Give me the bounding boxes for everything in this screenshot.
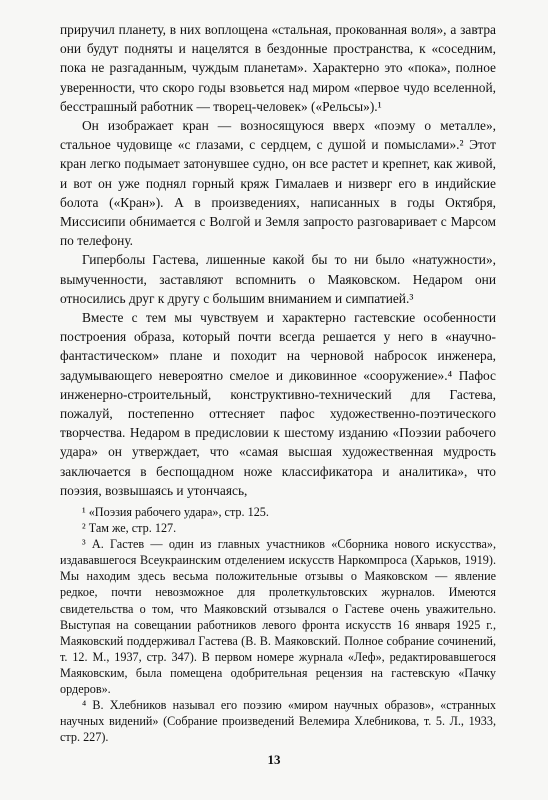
paragraph-1: приручил планету, в них воплощена «стальная, прокованная воля», а завтра они будут подняты и нацелятся в бездонные пространства, к «соседним, пока не разгаданным, чуждым планетам». Характерно это «пока», полное уверенности, что скоро годы взовьется над миром «первое чудо вселенной, бесстрашный работник — творец-человек» («Рельсы»).¹	[60, 22, 496, 114]
footnote-4: ⁴ В. Хлебников называл его поэзию «миром научных образов», «странных научных видений» (Собрание произведений Велемира Хлебникова, т. 5. Л., 1933, стр. 227).	[60, 698, 496, 745]
footnote-2: ² Там же, стр. 127.	[82, 521, 177, 536]
footnote-1: ¹ «Поэзия рабочего удара», стр. 125.	[82, 505, 269, 519]
paragraph-3: Гиперболы Гастева, лишенные какой бы то ни было «натужности», вымученности, заставляют вспомнить о Маяковском. Недаром они относились друг к другу с большим вниманием и симпатией.³	[60, 252, 496, 306]
paragraph-4: Вместе с тем мы чувствуем и характерно гастевские особенности построения образа, который почти всегда решается у него в «научно-фантастическом» плане и походит на черновой набросок инженера, задумывающего невероятно смелое и диковинное «сооружение».⁴ Пафос инженерно-строительный, конструктивно-технический для Гастева, пожалуй, постепенно оттесняет пафос художественно-поэтического творчества. Недаром в предисловии к шестому изданию «Поэзии рабочего удара» он утверждает, что «самая высшая художественная мудрость заключается в беспощадном ноже классификатора и аналитика», что поэзия, возвышаясь и утончаясь,	[60, 310, 496, 498]
footnote-3: ³ А. Гастев — один из главных участников «Сборника нового искусства», издававшегося Всеукраинским отделением искусств Наркомпроса (Харьков, 1919). Мы находим здесь весьма положительные отзывы о Маяковском — явление редкое, почти невозможное для пролеткультовских журналов. Имеются свидетельства о том, что Маяковский отзывался о Гастеве очень уважительно. Выступая на совещании работников левого фронта искусств 16 января 1925 г., Маяковский поддерживал Гастева (В. В. Маяковский. Полное собрание сочинений, т. 12. М., 1937, стр. 347). В первом номере журнала «Леф», редактировавшегося Маяковским, была помещена одобрительная рецензия на гастевскую «Пачку ордеров».	[60, 537, 496, 697]
paragraph-2: Он изображает кран — возносящуюся вверх «поэму о металле», стальное чудовище «с глазами, с сердцем, с душой и помыслами».² Этот кран легко подымает затонувшее судно, он все растет и крепнет, как живой, и вот он уже поднял горный кряж Гималаев и низверг его в индийские болота («Кран»). А в произведениях, написанных в годы Октября, Миссисипи обнимается с Волгой и Земля запросто разговаривает с Марсом по телефону.	[60, 118, 496, 249]
footnotes	[60, 504, 496, 745]
page-number: 13	[267, 752, 281, 767]
main-text	[60, 20, 496, 500]
